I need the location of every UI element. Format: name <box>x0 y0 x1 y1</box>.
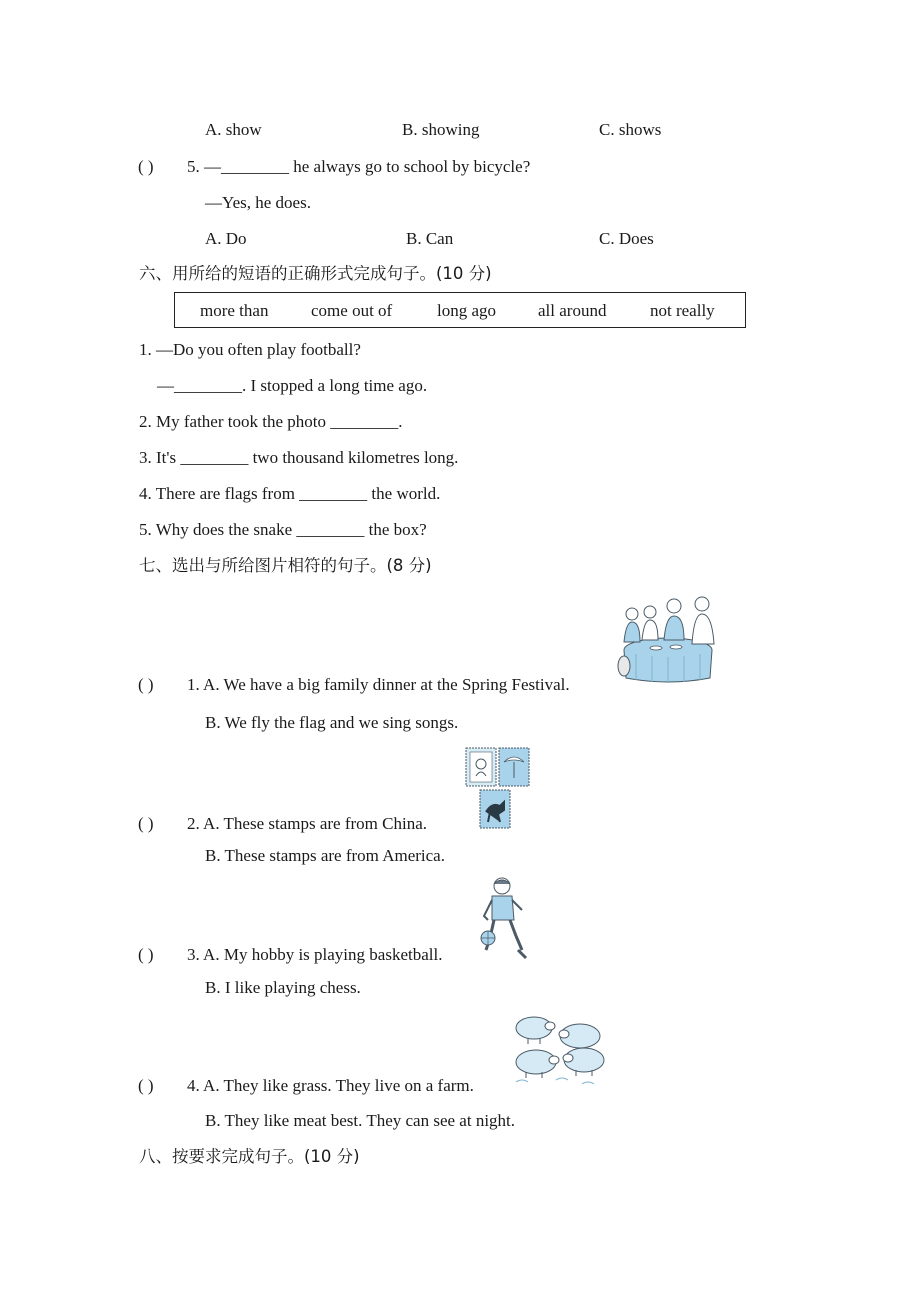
section6-item-3: 3. It's ________ two thousand kilometres long. <box>139 448 459 467</box>
q7-4-option-a: 4. A. They like grass. They live on a farm. <box>187 1076 474 1095</box>
q7-2-option-a: 2. A. These stamps are from China. <box>187 814 428 833</box>
phrase-item: not really <box>650 301 715 320</box>
q5-stem: 5. —________ he always go to school by bicycle? <box>187 157 531 176</box>
section6-item-1: 1. —Do you often play football? <box>139 340 361 359</box>
section8-heading: 八、按要求完成句子。(10 分) <box>139 1147 360 1166</box>
q5-option-a: A. Do <box>205 229 247 248</box>
stamps-picture <box>464 746 532 830</box>
q5-option-c: C. Does <box>599 229 654 248</box>
section6-heading: 六、用所给的短语的正确形式完成句子。(10 分) <box>139 264 492 283</box>
q7-1-option-b: B. We fly the flag and we sing songs. <box>205 713 459 732</box>
phrase-item: more than <box>200 301 269 320</box>
q7-3-option-a: 3. A. My hobby is playing basketball. <box>187 945 443 964</box>
phrase-item: all around <box>538 301 607 320</box>
phrase-item: come out of <box>311 301 393 320</box>
family-dinner-picture <box>616 592 720 686</box>
q4-option-c: C. shows <box>599 120 662 139</box>
phrase-item: long ago <box>437 301 497 320</box>
q4-option-b: B. showing <box>402 120 480 139</box>
q5-answer-paren[interactable]: ( ) <box>138 157 154 176</box>
q7-4-option-b: B. They like meat best. They can see at night. <box>205 1111 516 1130</box>
q7-1-answer-paren[interactable]: ( ) <box>138 675 154 694</box>
q7-4-answer-paren[interactable]: ( ) <box>138 1076 154 1095</box>
section7-heading: 七、选出与所给图片相符的句子。(8 分) <box>139 556 432 575</box>
phrase-box <box>174 292 746 328</box>
q4-option-a: A. show <box>205 120 262 139</box>
section6-item-4: 4. There are flags from ________ the world. <box>139 484 441 503</box>
section6-item-5: 5. Why does the snake ________ the box? <box>139 520 427 539</box>
q7-3-answer-paren[interactable]: ( ) <box>138 945 154 964</box>
q7-2-option-b: B. These stamps are from America. <box>205 846 445 865</box>
q5-option-b: B. Can <box>406 229 454 248</box>
q7-3-option-b: B. I like playing chess. <box>205 978 361 997</box>
section6-item-2: 2. My father took the photo ________. <box>139 412 403 431</box>
section6-item-1-reply: —________. I stopped a long time ago. <box>157 376 428 395</box>
q7-2-answer-paren[interactable]: ( ) <box>138 814 154 833</box>
q7-1-option-a: 1. A. We have a big family dinner at the Spring Festival. <box>187 675 570 694</box>
sheep-picture <box>512 1010 608 1088</box>
basketball-boy-picture <box>476 876 532 962</box>
q5-answer-line: —Yes, he does. <box>205 193 311 212</box>
